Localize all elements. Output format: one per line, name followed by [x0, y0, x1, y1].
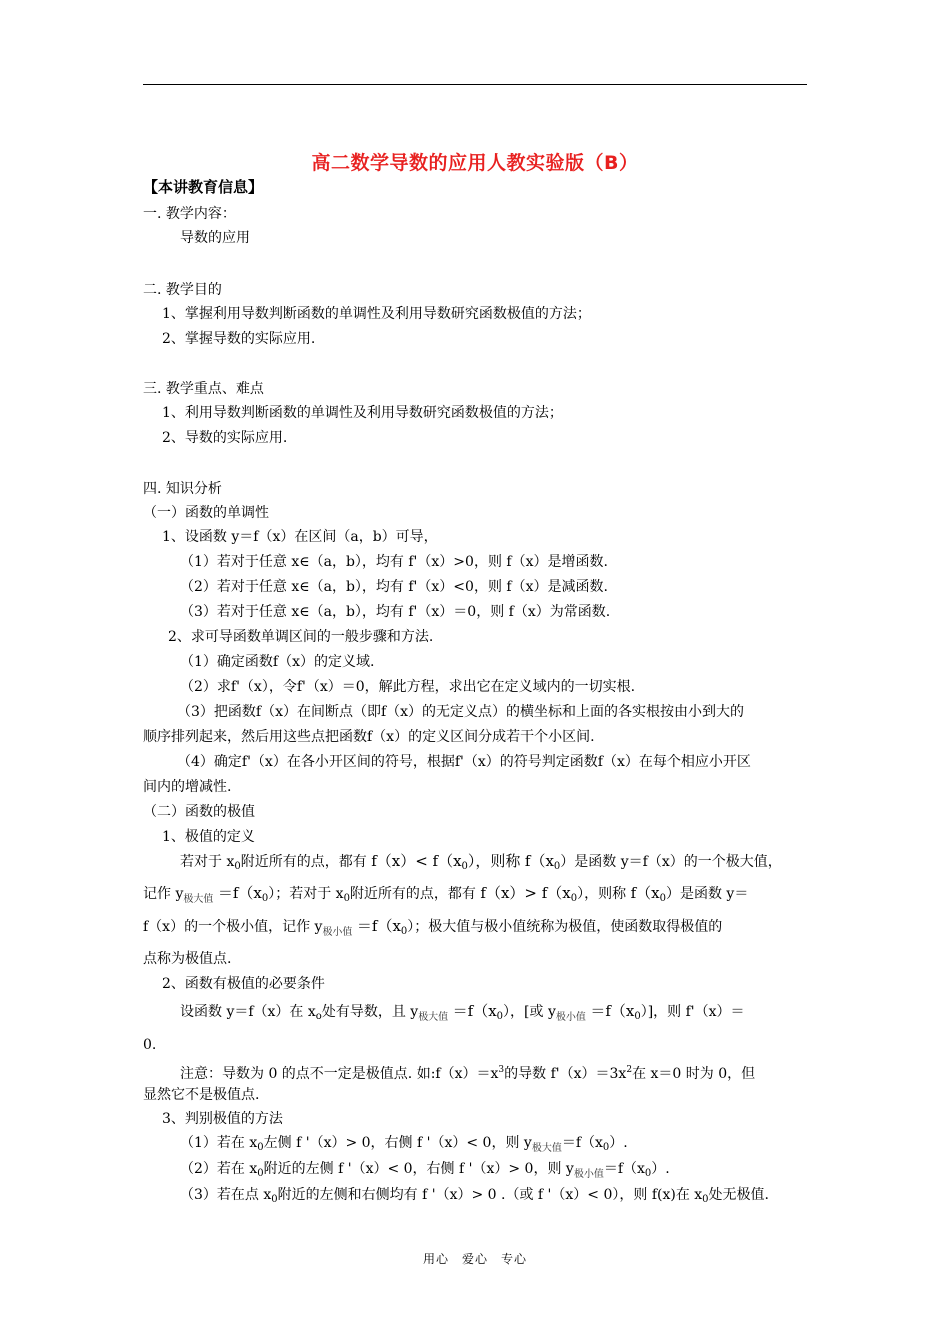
text: f（x）的一个极小值，记作 y — [143, 919, 323, 935]
note-line-2: 显然它不是极值点. — [143, 1087, 260, 1103]
subscript: 极大值 — [531, 1143, 562, 1154]
def-line-4: 点称为极值点. — [143, 951, 232, 967]
s2-heading: 二. 教学目的 — [143, 282, 222, 298]
subscript: 0 — [659, 893, 666, 904]
text: 注意：导数为 0 的点不一定是极值点. 如:f（x）＝x — [180, 1066, 499, 1082]
s4-heading: 四. 知识分析 — [143, 481, 222, 497]
text: 记作 y — [143, 886, 184, 902]
section-header: 【本讲教育信息】 — [143, 178, 264, 196]
note-line-1 — [180, 1061, 755, 1083]
formula: ＝f（x — [217, 884, 262, 902]
text: ）；极大值与极小值统称为极值，使函数取得极值的 — [407, 919, 723, 935]
s1-content: 导数的应用 — [180, 230, 250, 246]
text: （1）若在 x — [180, 1135, 258, 1151]
formula: ＝f（x — [452, 1002, 497, 1020]
text: ＝f（x — [561, 1135, 603, 1151]
text: ）. — [609, 1135, 628, 1151]
part1-heading: （一）函数的单调性 — [143, 505, 269, 521]
judge-line-2 — [180, 1160, 670, 1184]
text: ）]，则 f'（x）＝ — [640, 1004, 745, 1020]
text: 左侧 f '（x）> 0，右侧 f '（x）< 0，则 y — [263, 1135, 532, 1151]
judge-heading: 3、判别极值的方法 — [162, 1111, 283, 1127]
text: 处无极值. — [708, 1187, 769, 1203]
part1-step4b: 间内的增减性. — [143, 779, 232, 795]
superscript: 3 — [498, 1065, 505, 1075]
subscript: 0 — [644, 1168, 652, 1179]
text: 的导数 f'（x）＝3x — [504, 1066, 627, 1082]
text: 附近的左侧和右侧均有 f '（x）> 0 .（或 f '（x）< 0），则 f(x)在 x — [277, 1187, 703, 1203]
part1-step3b: 顺序排列起来，然后用这些点把函数f（x）的定义区间分成若干个小区间. — [143, 729, 595, 745]
s1-heading: 一. 教学内容： — [143, 206, 236, 222]
text: ）. — [651, 1161, 670, 1177]
formula: f（x — [630, 884, 660, 902]
subscript: 极小值 — [322, 927, 353, 938]
def-line-1 — [180, 852, 782, 876]
subscript: 极小值 — [555, 1012, 586, 1023]
page-footer: 用心 爱心 专心 — [422, 1252, 527, 1266]
subscript: 0 — [553, 861, 561, 872]
subscript: 0 — [234, 861, 241, 872]
subscript: 0 — [602, 1142, 610, 1153]
text: 设函数 y＝f（x）在 x — [180, 1004, 316, 1020]
subscript: 0 — [496, 1011, 504, 1022]
def-line-3 — [143, 917, 722, 942]
necessary-line-1 — [180, 1002, 745, 1027]
formula: f（x）< f（x — [371, 852, 462, 870]
text: 附近所有的点，都有 — [240, 854, 367, 870]
text: 附近所有的点，都有 — [349, 886, 476, 902]
subscript: 极小值 — [573, 1169, 604, 1180]
formula: ＝f（x — [356, 917, 401, 935]
part1-c3: （3）若对于任意 x∈（a，b），均有 f'（x）＝0，则 f（x）为常函数. — [180, 604, 611, 620]
formula: ），则称 — [467, 852, 521, 870]
text: 若对于 x — [180, 854, 235, 870]
def-line-2 — [143, 884, 748, 909]
text: ），[或 y — [503, 1004, 556, 1020]
part1-c2: （2）若对于任意 x∈（a，b），均有 f'（x）<0，则 f（x）是减函数. — [180, 579, 608, 595]
header-rule — [143, 84, 807, 85]
subscript: o — [315, 1011, 322, 1022]
formula: f（x）> f（x — [480, 884, 571, 902]
subscript: 0 — [271, 1194, 278, 1205]
s2-item-1: 1、掌握利用导数判断函数的单调性及利用导数研究函数极值的方法； — [162, 306, 591, 322]
text: ＝f（x — [603, 1161, 645, 1177]
part1-step3a: （3）把函数f（x）在间断点（即f（x）的无定义点）的横坐标和上面的各实根按由小到大的 — [177, 704, 745, 720]
text: （2）若在 x — [180, 1161, 258, 1177]
necessary-heading: 2、函数有极值的必要条件 — [162, 976, 325, 992]
subscript: 0 — [343, 893, 350, 904]
subscript: 极大值 — [418, 1012, 449, 1023]
s3-item-2: 2、导数的实际应用. — [162, 430, 288, 446]
s3-heading: 三. 教学重点、难点 — [143, 381, 264, 397]
def-heading: 1、极值的定义 — [162, 829, 255, 845]
part1-step1: （1）确定函数f（x）的定义域. — [180, 654, 375, 670]
s3-item-1: 1、利用导数判断函数的单调性及利用导数研究函数极值的方法； — [162, 405, 563, 421]
formula: f（x — [524, 852, 554, 870]
superscript: 2 — [626, 1065, 633, 1075]
subscript: 0 — [461, 861, 468, 872]
text: 附近的左侧 f '（x）< 0，右侧 f '（x）> 0，则 y — [263, 1161, 574, 1177]
subscript: 0 — [702, 1194, 709, 1205]
part1-p1: 1、设函数 y＝f（x）在区间（a，b）可导， — [162, 529, 438, 545]
necessary-line-2: 0. — [143, 1037, 157, 1053]
subscript: 0 — [570, 893, 578, 904]
page-title: 高二数学导数的应用人教实验版（B） — [311, 152, 639, 174]
judge-line-3 — [180, 1186, 769, 1209]
part1-step2: （2）求f'（x），令f'（x）＝0，解此方程，求出它在定义域内的一切实根. — [180, 679, 636, 695]
text: （3）若在点 x — [180, 1187, 272, 1203]
judge-line-1 — [180, 1134, 628, 1158]
text: ）是函数 y＝f（x）的一个极大值， — [560, 854, 782, 870]
part1-p2: 2、求可导函数单调区间的一般步骤和方法. — [168, 629, 434, 645]
text: ）是函数 y＝ — [665, 886, 749, 902]
subscript: 0 — [634, 1011, 641, 1022]
part2-heading: （二）函数的极值 — [143, 804, 255, 820]
formula: ＝f（x — [590, 1002, 635, 1020]
s2-item-2: 2、掌握导数的实际应用. — [162, 331, 316, 347]
subscript: 0 — [257, 1168, 264, 1179]
subscript: 极大值 — [183, 894, 214, 905]
subscript: 0 — [261, 893, 269, 904]
subscript: 0 — [400, 926, 408, 937]
text: 在 x＝0 时为 0，但 — [632, 1066, 756, 1082]
text: ）；若对于 x — [268, 886, 344, 902]
subscript: 0 — [257, 1142, 264, 1153]
part1-step4a: （4）确定f'（x）在各小开区间的符号，根据f'（x）的符号判定函数f（x）在每个相应小开区 — [177, 754, 751, 770]
part1-c1: （1）若对于任意 x∈（a，b），均有 f'（x）>0，则 f（x）是增函数. — [180, 554, 608, 570]
text: ），则称 — [577, 886, 627, 902]
text: 处有导数，且 y — [321, 1004, 419, 1020]
